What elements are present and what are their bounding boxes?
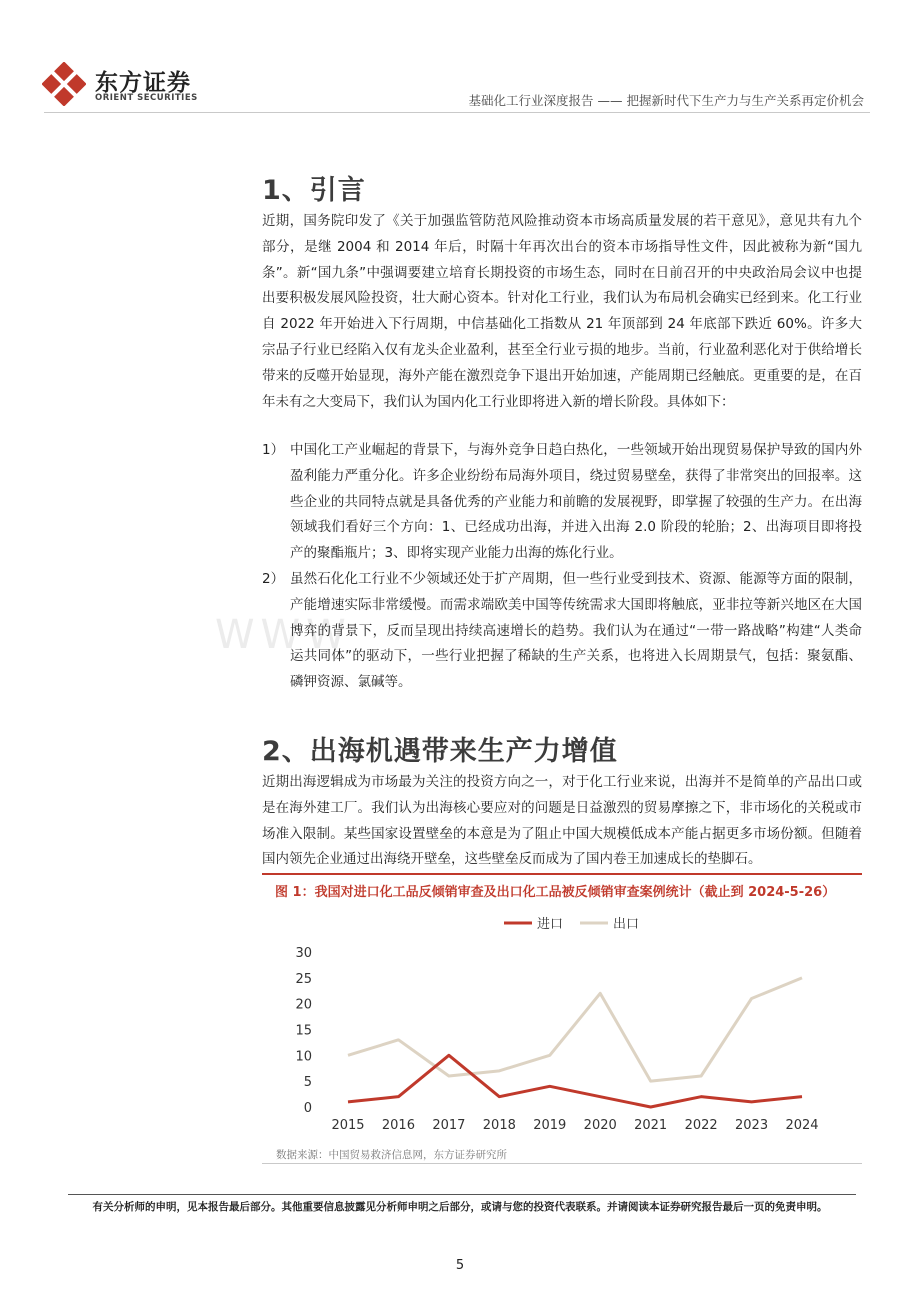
company-logo xyxy=(42,62,202,106)
legend-label-import: 进口 xyxy=(537,917,564,932)
y-tick-label: 10 xyxy=(295,1049,312,1065)
y-tick-label: 25 xyxy=(295,971,312,987)
x-tick-label: 2024 xyxy=(785,1118,819,1133)
figure-title: 图 1：我国对进口化工品反倾销审查及出口化工品被反倾销审查案例统计（截止到 2024-5-26） xyxy=(275,885,836,900)
y-tick-label: 0 xyxy=(303,1101,312,1116)
orient-logo-icon xyxy=(42,62,86,106)
section-1-heading: 1、引言 xyxy=(262,175,366,206)
list-item xyxy=(262,438,862,567)
x-axis xyxy=(331,1118,818,1133)
series-line-export xyxy=(348,978,802,1081)
list-item xyxy=(262,567,862,696)
x-tick-label: 2018 xyxy=(482,1118,516,1133)
page-number: 5 xyxy=(455,1258,465,1273)
list-item-number: 2） xyxy=(262,571,285,587)
list-item-text: 中国化工产业崛起的背景下，与海外竞争日趋白热化，一些领域开始出现贸易保护导致的国内外盈利能力严重分化。许多企业纷纷布局海外项目，绕过贸易壁垒，获得了非常突出的回报率。这些企业的共同特点就是具备优秀的产业能力和前瞻的发展视野，即掌握了较强的生产力。在出海领域我们看好三个方向：1、已经成功出海，并进入出海 2.0 阶段的轮胎；2、出海项目即将投产的聚酯瓶片；3、即将实现产业能力出海的炼化行业。 xyxy=(290,442,862,562)
y-tick-label: 5 xyxy=(303,1075,312,1091)
y-tick-label: 15 xyxy=(295,1023,312,1039)
y-tick-label: 20 xyxy=(295,997,312,1013)
watermark: WWW xyxy=(215,612,352,658)
x-tick-label: 2020 xyxy=(583,1118,617,1133)
footer-divider xyxy=(68,1194,856,1195)
series-line-import xyxy=(348,1055,802,1107)
header-divider xyxy=(44,112,870,113)
list-item-number: 1） xyxy=(262,442,285,458)
logo-text-en: ORIENT SECURITIES xyxy=(95,93,198,103)
figure-top-rule xyxy=(262,873,862,875)
x-tick-label: 2023 xyxy=(735,1118,769,1133)
figure-source: 数据来源：中国贸易救济信息网，东方证券研究所 xyxy=(276,1149,507,1161)
y-tick-label: 30 xyxy=(295,946,312,961)
x-tick-label: 2016 xyxy=(381,1118,415,1133)
figure-bottom-rule xyxy=(262,1163,862,1164)
line-chart xyxy=(262,905,862,1145)
x-tick-label: 2019 xyxy=(533,1118,567,1133)
y-axis xyxy=(295,946,312,1116)
section-2-intro: 近期出海逻辑成为市场最为关注的投资方向之一，对于化工行业来说，出海并不是简单的产品出口或是在海外建工厂。我们认为出海核心要应对的问题是日益激烈的贸易摩擦之下，非市场化的关税或市场准入限制。某些国家设置壁垒的本意是为了阻止中国大规模低成本产能占据更多市场份额。但随着国内领先企业通过出海绕开壁垒，这些壁垒反而成为了国内卷王加速成长的垫脚石。 xyxy=(262,774,862,868)
legend xyxy=(504,916,639,932)
section-1-intro: 近期，国务院印发了《关于加强监管防范风险推动资本市场高质量发展的若干意见》，意见共有九个部分，是继 2004 和 2014 年后，时隔十年再次出台的资本市场指导性文件，因此被称为新“国九条”。新“国九条”中强调要建立培育长期投资的市场生态，同时在日前召开的中央政治局会议中也提出要积极发展风险投资，壮大耐心资本。针对化工行业，我们认为布局机会确实已经到来。化工行业自 2022 年开始进入下行周期，中信基础化工指数从 21 年顶部到 24 年底部下跌近 60%。许多大宗品子行业已经陷入仅有龙头企业盈利，甚至全行业亏损的地步。当前，行业盈利恶化对于供给增长带来的反噬开始显现，海外产能在激烈竞争下退出开始加速，产能周期已经触底。更重要的是，在百年未有之大变局下，我们认为国内化工行业即将进入新的增长阶段。具体如下： xyxy=(262,213,862,410)
list-item-text: 虽然石化化工行业不少领域还处于扩产周期，但一些行业受到技术、资源、能源等方面的限制，产能增速实际非常缓慢。而需求端欧美中国等传统需求大国即将触底，亚非拉等新兴地区在大国博弈的背景下，反而呈现出持续高速增长的趋势。我们认为在通过“一带一路战略”构建“人类命运共同体”的驱动下，一些行业把握了稀缺的生产关系，也将进入长周期景气，包括：聚氨酯、磷钾资源、氯碱等。 xyxy=(290,571,862,691)
report-title: 基础化工行业深度报告 —— 把握新时代下生产力与生产关系再定价机会 xyxy=(468,93,864,108)
x-tick-label: 2017 xyxy=(432,1118,466,1133)
legend-label-export: 出口 xyxy=(613,917,640,932)
logo-text-cn: 东方证券 xyxy=(95,70,191,96)
section-2-heading: 2、出海机遇带来生产力增值 xyxy=(262,736,618,767)
disclaimer: 有关分析师的申明，见本报告最后部分。其他重要信息披露见分析师申明之后部分，或请与您的投资代表联系。并请阅读本证券研究报告最后一页的免责申明。 xyxy=(92,1201,828,1213)
x-tick-label: 2015 xyxy=(331,1118,365,1133)
x-tick-label: 2022 xyxy=(684,1118,718,1133)
x-tick-label: 2021 xyxy=(634,1118,668,1133)
series-lines xyxy=(348,978,802,1107)
